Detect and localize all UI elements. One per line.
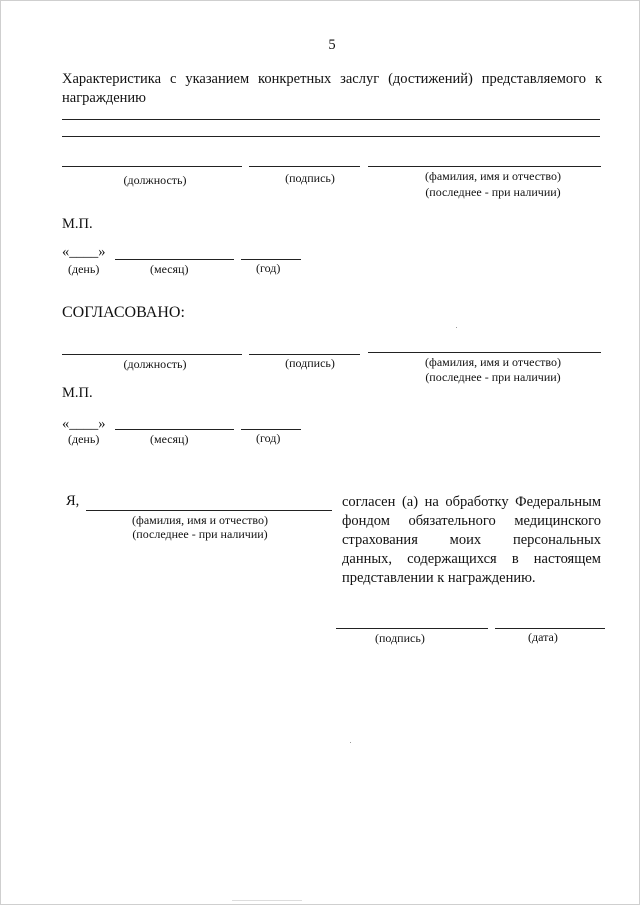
signature-label: (подпись): [285, 171, 335, 185]
position-label: (должность): [123, 357, 187, 371]
day-label: (день): [68, 262, 100, 276]
consent-text-line-3: страхования моих персональных: [342, 532, 601, 548]
date-month-line[interactable]: [115, 259, 234, 260]
consent-text-line-5: представлении к награждению.: [342, 570, 536, 586]
consent-name-label-line-1: (фамилия, имя и отчество): [132, 513, 268, 527]
position-label: (должность): [123, 173, 187, 187]
signature-line[interactable]: [249, 166, 360, 167]
stamp-mark: М.П.: [62, 385, 93, 401]
date-month-line[interactable]: [115, 429, 234, 430]
consent-text-line-2: фондом обязательного медицинского: [342, 513, 601, 529]
consent-date-label: (дата): [528, 630, 558, 644]
signature-label: (подпись): [285, 356, 335, 370]
consent-signature-line[interactable]: [336, 628, 488, 629]
scan-speck: [350, 742, 351, 743]
consent-name-label-line-2: (последнее - при наличии): [132, 527, 268, 541]
full-name-line[interactable]: [368, 166, 601, 167]
consent-date-line[interactable]: [495, 628, 605, 629]
month-label: (месяц): [150, 262, 189, 276]
characteristic-heading: [62, 70, 602, 108]
position-line[interactable]: [62, 166, 242, 167]
full-name-label-line-2: (последнее - при наличии): [425, 370, 561, 384]
consent-pronoun: Я,: [66, 493, 80, 509]
characteristic-line-2: награждению: [62, 90, 147, 106]
full-name-label-line-1: (фамилия, имя и отчество): [425, 169, 561, 183]
consent-text: [342, 493, 601, 588]
date-day-field[interactable]: «____»: [62, 416, 106, 432]
date-year-line[interactable]: [241, 429, 301, 430]
year-label: (год): [256, 431, 281, 445]
stamp-mark: М.П.: [62, 216, 93, 232]
date-year-line[interactable]: [241, 259, 301, 260]
consent-full-name-line[interactable]: [86, 510, 332, 511]
characteristic-blank-line-1[interactable]: [62, 119, 600, 120]
characteristic-blank-line-2[interactable]: [62, 136, 600, 137]
scan-speck: [456, 327, 457, 328]
full-name-line[interactable]: [368, 352, 601, 353]
consent-signature-label: (подпись): [375, 631, 425, 645]
full-name-label-line-2: (последнее - при наличии): [425, 185, 561, 199]
day-label: (день): [68, 432, 100, 446]
approved-heading: СОГЛАСОВАНО:: [62, 304, 185, 321]
scan-edge-mark: [232, 900, 302, 901]
signature-line[interactable]: [249, 354, 360, 355]
consent-text-line-1: согласен (а) на обработку Федеральным: [342, 494, 601, 510]
full-name-label-line-1: (фамилия, имя и отчество): [425, 355, 561, 369]
year-label: (год): [256, 261, 281, 275]
month-label: (месяц): [150, 432, 189, 446]
date-day-field[interactable]: «____»: [62, 244, 106, 260]
characteristic-line-1: Характеристика с указанием конкретных заслуг (достижений) представляемого к: [62, 71, 602, 87]
position-line[interactable]: [62, 354, 242, 355]
consent-text-line-4: данных, содержащихся в настоящем: [342, 551, 601, 567]
page-number: 5: [328, 37, 336, 53]
